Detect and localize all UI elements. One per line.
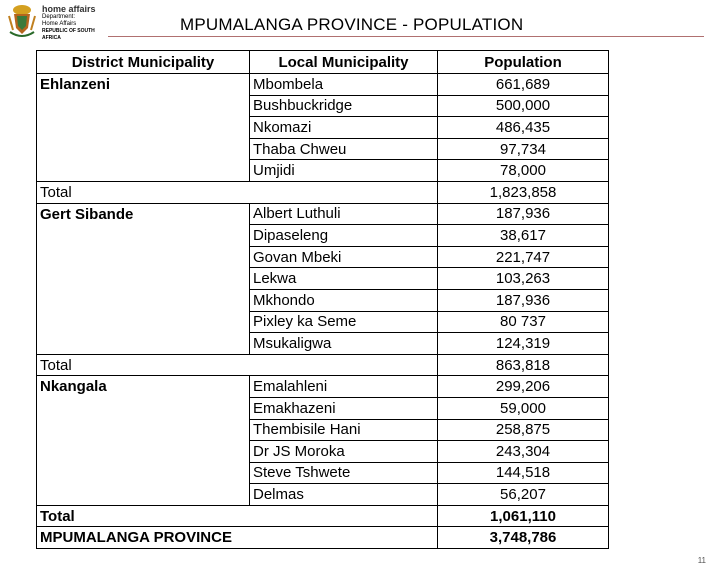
- table-header-row: [37, 51, 609, 74]
- table-row: [37, 95, 609, 117]
- district-cell: [37, 138, 250, 160]
- total-value: 1,061,110: [438, 505, 609, 527]
- local-municipality-cell: Mbombela: [250, 74, 438, 96]
- coat-of-arms-icon: [6, 2, 38, 40]
- population-cell: 243,304: [438, 441, 609, 463]
- local-municipality-cell: Govan Mbeki: [250, 246, 438, 268]
- population-cell: 80 737: [438, 311, 609, 333]
- district-cell: [37, 289, 250, 311]
- table-row: [37, 484, 609, 506]
- total-value: 863,818: [438, 354, 609, 376]
- logo-wordmark: home affairs: [42, 4, 96, 14]
- total-label: Total: [37, 354, 438, 376]
- total-row: [37, 181, 609, 203]
- local-municipality-cell: Dr JS Moroka: [250, 441, 438, 463]
- table-row: [37, 419, 609, 441]
- local-municipality-cell: Thembisile Hani: [250, 419, 438, 441]
- column-header-district: District Municipality: [37, 51, 250, 74]
- population-cell: 299,206: [438, 376, 609, 398]
- logo-home-affairs-line: Home Affairs: [42, 21, 77, 27]
- population-cell: 486,435: [438, 117, 609, 139]
- population-cell: 187,936: [438, 203, 609, 225]
- column-header-local: Local Municipality: [250, 51, 438, 74]
- local-municipality-cell: Emakhazeni: [250, 397, 438, 419]
- population-cell: 38,617: [438, 225, 609, 247]
- table-row: [37, 268, 609, 290]
- province-total-row: [37, 527, 609, 549]
- population-cell: 661,689: [438, 74, 609, 96]
- table-row: [37, 225, 609, 247]
- table-row: [37, 138, 609, 160]
- population-cell: 500,000: [438, 95, 609, 117]
- local-municipality-cell: Thaba Chweu: [250, 138, 438, 160]
- table-row: [37, 74, 609, 96]
- local-municipality-cell: Umjidi: [250, 160, 438, 182]
- logo-republic-line: REPUBLIC OF SOUTH AFRICA: [42, 28, 95, 41]
- local-municipality-cell: Steve Tshwete: [250, 462, 438, 484]
- local-municipality-cell: Dipaseleng: [250, 225, 438, 247]
- table-row: [37, 117, 609, 139]
- district-name: Ehlanzeni: [37, 74, 250, 96]
- table-row: [37, 376, 609, 398]
- population-cell: 59,000: [438, 397, 609, 419]
- table-row: [37, 160, 609, 182]
- district-name: Nkangala: [37, 376, 250, 398]
- total-row: [37, 354, 609, 376]
- population-cell: 97,734: [438, 138, 609, 160]
- local-municipality-cell: Emalahleni: [250, 376, 438, 398]
- local-municipality-cell: Bushbuckridge: [250, 95, 438, 117]
- local-municipality-cell: Mkhondo: [250, 289, 438, 311]
- district-name: Gert Sibande: [37, 203, 250, 225]
- page-number: 11: [697, 556, 706, 565]
- population-cell: 56,207: [438, 484, 609, 506]
- district-cell: [37, 462, 250, 484]
- total-row: [37, 505, 609, 527]
- population-cell: 187,936: [438, 289, 609, 311]
- table-row: [37, 289, 609, 311]
- population-cell: 124,319: [438, 333, 609, 355]
- district-cell: [37, 225, 250, 247]
- district-cell: [37, 419, 250, 441]
- table-row: [37, 246, 609, 268]
- district-cell: [37, 397, 250, 419]
- table-row: [37, 462, 609, 484]
- population-cell: 144,518: [438, 462, 609, 484]
- district-cell: [37, 441, 250, 463]
- total-label: Total: [37, 505, 438, 527]
- column-header-population: Population: [438, 51, 609, 74]
- district-cell: [37, 160, 250, 182]
- district-cell: [37, 95, 250, 117]
- home-affairs-logo: [6, 2, 106, 42]
- district-cell: [37, 311, 250, 333]
- logo-department-line: Department:: [42, 14, 76, 20]
- population-cell: 258,875: [438, 419, 609, 441]
- page-title: MPUMALANGA PROVINCE - POPULATION: [180, 15, 524, 34]
- province-label: MPUMALANGA PROVINCE: [37, 527, 438, 549]
- local-municipality-cell: Albert Luthuli: [250, 203, 438, 225]
- population-table: [36, 50, 609, 549]
- local-municipality-cell: Delmas: [250, 484, 438, 506]
- district-cell: [37, 117, 250, 139]
- population-cell: 78,000: [438, 160, 609, 182]
- table-row: [37, 397, 609, 419]
- title-divider: [108, 36, 704, 37]
- table-row: [37, 311, 609, 333]
- total-label: Total: [37, 181, 438, 203]
- table-row: [37, 441, 609, 463]
- local-municipality-cell: Lekwa: [250, 268, 438, 290]
- population-cell: 103,263: [438, 268, 609, 290]
- table-row: [37, 203, 609, 225]
- province-total-value: 3,748,786: [438, 527, 609, 549]
- local-municipality-cell: Nkomazi: [250, 117, 438, 139]
- total-value: 1,823,858: [438, 181, 609, 203]
- district-cell: [37, 246, 250, 268]
- table-row: [37, 333, 609, 355]
- district-cell: [37, 268, 250, 290]
- local-municipality-cell: Pixley ka Seme: [250, 311, 438, 333]
- population-cell: 221,747: [438, 246, 609, 268]
- local-municipality-cell: Msukaligwa: [250, 333, 438, 355]
- district-cell: [37, 333, 250, 355]
- district-cell: [37, 484, 250, 506]
